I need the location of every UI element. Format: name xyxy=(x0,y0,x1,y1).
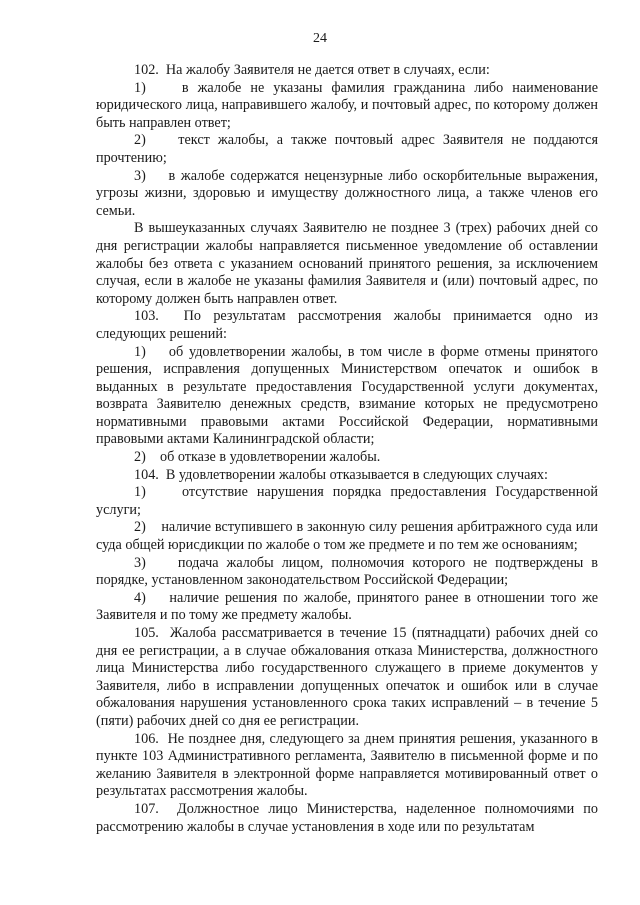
paragraph-104-item-2: 2) наличие вступившего в законную силу решения арбитражного суда или суда общей юрисдикции по жалобе о том же предмете и по тем же основаниям; xyxy=(96,519,598,554)
paragraph-106: 106. Не позднее дня, следующего за днем принятия решения, указанного в пункте 103 Административного регламента, Заявителю в письменной форме и по желанию Заявителя в электронной форме направляется мотивированный ответ о результатах рассмотрения жалобы. xyxy=(96,730,598,800)
paragraph-105: 105. Жалоба рассматривается в течение 15 (пятнадцати) рабочих дней со дня ее регистрации, а в случае обжалования отказа Министерства, должностного лица Министерства либо государственного служащего в приеме документов у Заявителя, либо в исправлении допущенных опечаток и ошибок или в случае обжалования нарушения установленного срока таких исправлений – в течение 5 (пяти) рабочих дней со дня ее регистрации. xyxy=(96,625,598,729)
paragraph-104-item-4: 4) наличие решения по жалобе, принятого ранее в отношении того же Заявителя и по тому же предмету жалобы. xyxy=(96,589,598,624)
paragraph-104-item-1: 1) отсутствие нарушения порядка предоставления Государственной услуги; xyxy=(96,484,598,518)
document-body xyxy=(96,62,598,836)
paragraph-107: 107. Должностное лицо Министерства, наделенное полномочиями по рассмотрению жалобы в случае установления в ходе или по результатам xyxy=(96,800,598,835)
paragraph-102-item-1: 1) в жалобе не указаны фамилия гражданина либо наименование юридического лица, направившего жалобу, и почтовый адрес, по которому должен быть направлен ответ; xyxy=(96,79,598,131)
paragraph-104: 104. В удовлетворении жалобы отказывается в следующих случаях: xyxy=(134,466,548,483)
page-number: 24 xyxy=(313,31,327,46)
paragraph-103-item-2: 2) об отказе в удовлетворении жалобы. xyxy=(134,449,381,466)
paragraph-103-item-1: 1) об удовлетворении жалобы, в том числе в форме отмены принятого решения, исправления допущенных Министерством опечаток и ошибок в выданных в результате предоставления Государственной услуги документах, возврата Заявителю денежных средств, взимание которых не предусмотрено нормативными правовыми актами Российской Федерации, нормативными правовыми актами Калининградской области; xyxy=(96,343,598,448)
paragraph-102: 102. На жалобу Заявителя не дается ответ в случаях, если: xyxy=(134,62,490,78)
paragraph-104-item-3: 3) подача жалобы лицом, полномочия которого не подтверждены в порядке, установленном законодательством Российской Федерации; xyxy=(96,554,598,589)
paragraph-102-note: В вышеуказанных случаях Заявителю не позднее 3 (трех) рабочих дней со дня регистрации жалобы направляется письменное уведомление об оставлении жалобы без ответа с указанием оснований принятого решения, за исключением случая, если в жалобе не указаны фамилия Заявителя и (или) почтовый адрес, по которому должен быть направлен ответ. xyxy=(96,220,598,307)
paragraph-103: 103. По результатам рассмотрения жалобы принимается одно из следующих решений: xyxy=(96,308,598,342)
paragraph-102-item-2: 2) текст жалобы, а также почтовый адрес Заявителя не поддаются прочтению; xyxy=(96,132,598,166)
paragraph-102-item-3: 3) в жалобе содержатся нецензурные либо оскорбительные выражения, угрозы жизни, здоровью и имуществу должностного лица, а также членов его семьи. xyxy=(96,167,598,219)
